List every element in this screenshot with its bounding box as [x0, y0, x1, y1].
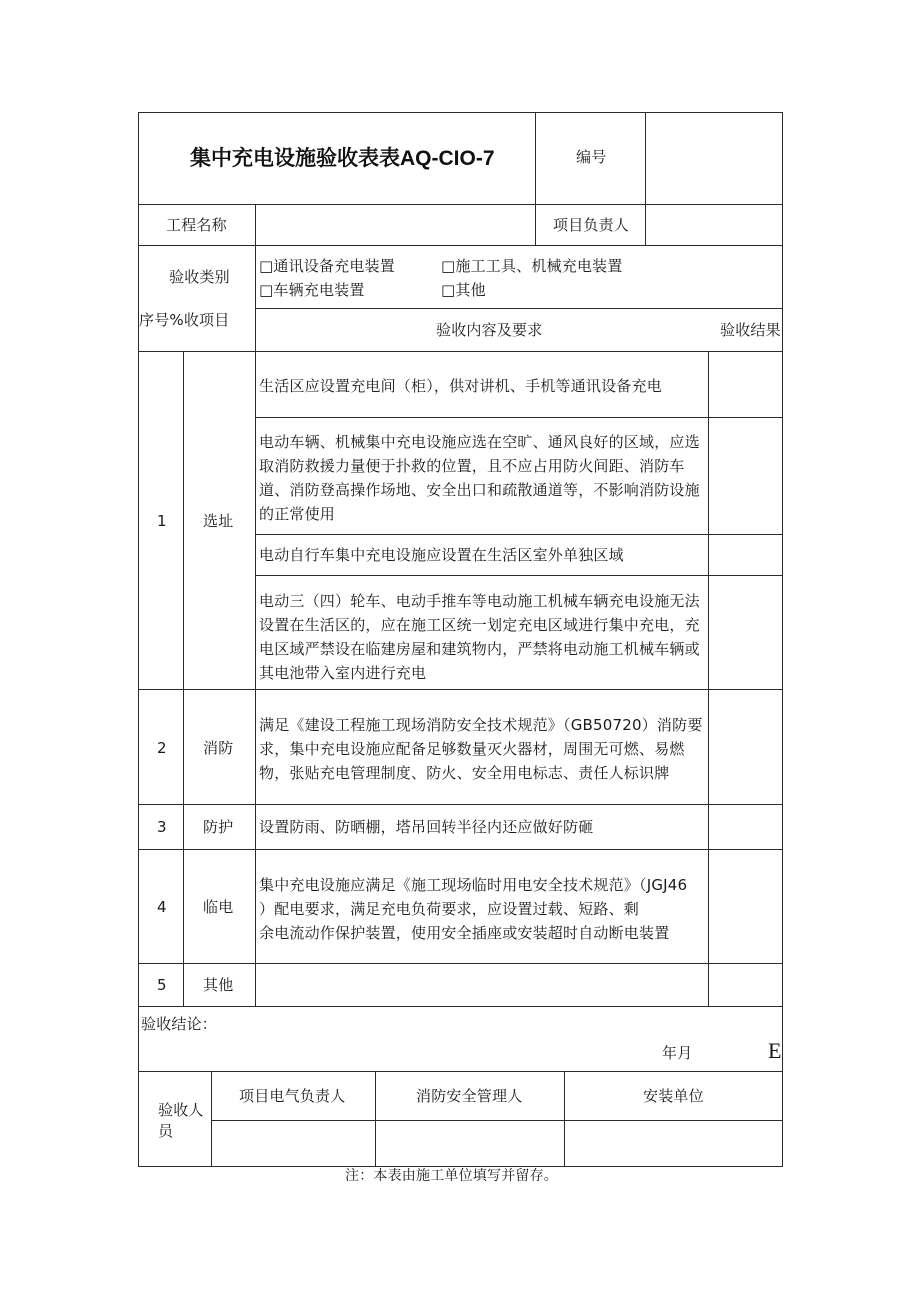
item-5-requirement-1[interactable]: [259, 976, 705, 1000]
item-3-name: 防护: [203, 818, 234, 836]
form-title: 集中充电设施验收表表AQ-CIO-7: [190, 147, 495, 170]
item-1-requirement-1: 生活区应设置充电间（柜），供对讲机、手机等通讯设备充电: [259, 377, 662, 395]
acceptance-divider-1: [375, 1071, 376, 1167]
row-divider-item1-end: [138, 689, 783, 690]
item-1-name: 选址: [203, 512, 234, 530]
conclusion-date-label: 年月: [662, 1044, 693, 1062]
footer-note: 注：本表由施工单位填写并留存。: [345, 1168, 558, 1184]
category-option-tools[interactable]: □施工工具、机械充电装置: [441, 257, 623, 275]
item-4-requirement-line-1: 集中充电设施应满足《施工现场临时用电安全技术规范》（JGJ46: [259, 876, 688, 894]
row-divider-item1-b: [255, 534, 783, 535]
row-divider-item1-a: [255, 417, 783, 418]
table-right-border: [782, 112, 783, 1167]
project-name-divider: [255, 204, 256, 351]
project-name-label: 工程名称: [166, 216, 227, 234]
item-1-requirement-2: 电动车辆、机械集中充电设施应选在空旷、通风良好的区域，应选取消防救援力量便于扑救的位置，且不应占用防火间距、消防车道、消防登高操作场地、安全出口和疏散通道等，不影响消防设施的正常使用: [259, 433, 700, 523]
acceptance-divider-2: [564, 1071, 565, 1167]
item-4-name: 临电: [203, 898, 234, 916]
category-option-vehicles[interactable]: □车辆充电装置: [259, 281, 365, 299]
row-divider-item2-end: [138, 804, 783, 805]
row-divider-header: [138, 204, 783, 205]
row-divider-item3-end: [138, 849, 783, 850]
table-top-border: [138, 112, 783, 113]
conclusion-date-suffix: E: [768, 1038, 782, 1063]
table-bottom-border: [138, 1166, 783, 1167]
acceptance-column-installer: 安装单位: [643, 1087, 704, 1105]
acceptance-label-line-2: 员: [158, 1122, 174, 1140]
row-divider-item5-end: [138, 1006, 783, 1007]
conclusion-label: 验收结论：: [141, 1015, 218, 1033]
category-option-communication[interactable]: □通讯设备充电装置: [259, 257, 395, 275]
row-divider-item1-c: [255, 575, 783, 576]
acceptance-column-fire: 消防安全管理人: [416, 1087, 523, 1105]
table-left-border: [138, 112, 139, 1167]
result-column-divider: [708, 351, 709, 1007]
row-divider-item4-end: [138, 963, 783, 964]
item-2-seq: 2: [157, 739, 167, 757]
item-3-requirement-1: 设置防雨、防晒棚，塔吊回转半径内还应做好防砸: [259, 818, 594, 836]
item-column-divider: [255, 351, 256, 1007]
seq-column-divider: [183, 351, 184, 1007]
item-3-seq: 3: [157, 818, 167, 836]
row-divider-table-header: [138, 351, 783, 352]
item-5-seq: 5: [157, 976, 167, 994]
row-divider-project: [138, 245, 783, 246]
seq-item-header: 序号%收项目: [139, 311, 230, 329]
content-header: 验收内容及要求: [436, 321, 543, 339]
item-1-requirement-4: 电动三（四）轮车、电动手推车等电动施工机械车辆充电设施无法设置在生活区的，应在施工区统一划定充电区域进行集中充电，充电区域严禁设在临建房屋和建筑物内，严禁将电动施工机械车辆或其电池带入室内进行充电: [259, 592, 700, 682]
item-2-name: 消防: [203, 739, 234, 757]
row-divider-category: [255, 308, 783, 309]
item-4-seq: 4: [157, 898, 167, 916]
header-divider-number: [535, 112, 536, 205]
row-divider-conclusion: [138, 1071, 783, 1072]
acceptance-label-line-1: 验收人: [158, 1101, 204, 1119]
number-label: 编号: [576, 148, 607, 166]
item-4-requirement-line-3: 余电流动作保护装置，使用安全插座或安装超时自动断电装置: [259, 924, 670, 942]
item-1-requirement-3: 电动自行车集中充电设施应设置在生活区室外单独区域: [259, 546, 624, 564]
row-divider-signature: [211, 1120, 783, 1121]
acceptance-label-divider: [211, 1071, 212, 1167]
item-2-requirement-1: 满足《建设工程施工现场消防安全技术规范》（GB50720）消防要求，集中充电设施应配备足够数量灭火器材，周围无可燃、易燃物，张贴充电管理制度、防火、安全用电标志、责任人标识牌: [259, 716, 703, 782]
category-option-other[interactable]: □其他: [441, 281, 486, 299]
item-1-seq: 1: [157, 512, 167, 530]
acceptance-column-electrical: 项目电气负责人: [239, 1087, 346, 1105]
item-5-name: 其他: [203, 976, 234, 994]
item-4-requirement-line-2: ）配电要求，满足充电负荷要求，应设置过载、短路、剩: [259, 900, 640, 918]
result-header: 验收结果: [720, 321, 781, 339]
project-lead-divider: [535, 204, 536, 246]
category-label: 验收类别: [169, 268, 230, 286]
header-divider-number-value: [645, 112, 646, 246]
project-lead-label: 项目负责人: [553, 216, 630, 234]
